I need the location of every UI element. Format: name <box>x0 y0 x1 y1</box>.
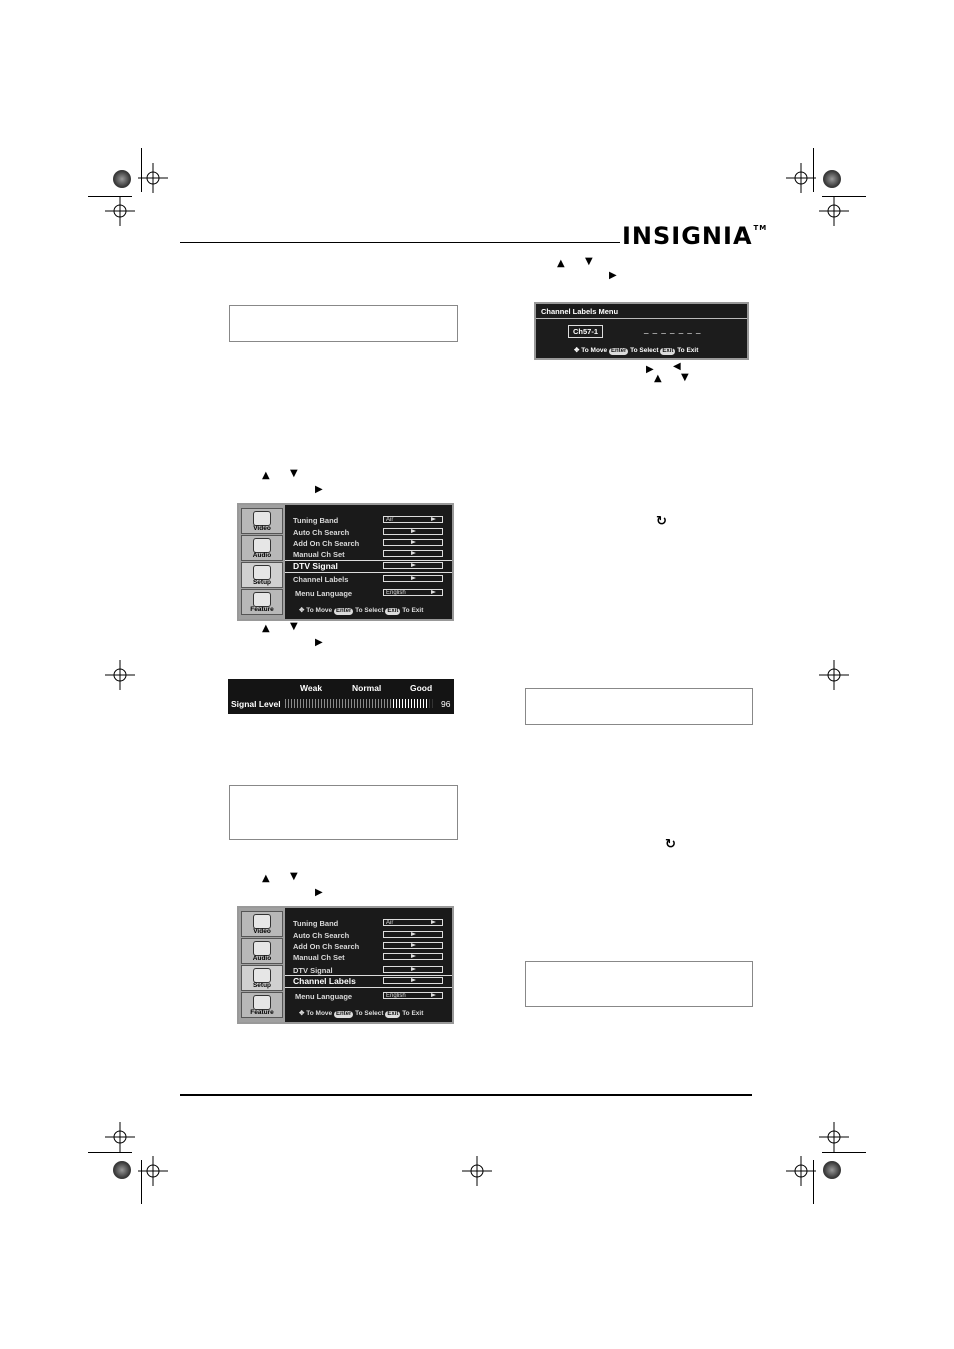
audio-icon <box>253 941 271 956</box>
right-arrow-icon: ▶ <box>609 270 617 281</box>
tab-video[interactable]: Video <box>241 911 283 937</box>
crop-line <box>822 1152 866 1153</box>
crop-line <box>141 1160 142 1204</box>
down-arrow-icon: ▼ <box>290 468 298 479</box>
crop-line <box>88 1152 132 1153</box>
menu-footer: ✥ To Move Enter To Select Exit To Exit <box>299 607 424 614</box>
color-dot-bottom-left <box>113 1161 131 1179</box>
signal-tick <box>393 699 394 708</box>
footer-rule <box>180 1094 752 1096</box>
crop-line <box>822 196 866 197</box>
signal-tick <box>381 699 382 708</box>
menu-footer: ✥ To Move Enter To Select Exit To Exit <box>574 347 699 354</box>
menu-item-add-on-ch-search[interactable]: Add On Ch Search <box>293 539 360 548</box>
signal-tick <box>288 699 289 708</box>
setup-menu-channel-labels <box>237 906 454 1024</box>
signal-tick <box>369 699 370 708</box>
registration-mark-bottom-right-2 <box>786 1156 816 1186</box>
signal-tick <box>366 699 367 708</box>
channel-labels-menu-title: Channel Labels Menu <box>541 307 619 316</box>
note-box <box>229 785 458 840</box>
registration-mark-bottom-left-1 <box>105 1122 135 1152</box>
registration-mark-bottom-center <box>462 1156 492 1186</box>
color-dot-top-left <box>113 170 131 188</box>
tab-feature[interactable]: Feature <box>241 589 283 615</box>
up-arrow-icon: ▲ <box>262 873 270 884</box>
menu-footer: ✥ To Move Enter To Select Exit To Exit <box>299 1010 424 1017</box>
signal-level-meter <box>228 679 454 714</box>
note-box <box>525 688 753 725</box>
channel-label-input[interactable]: _ _ _ _ _ _ _ <box>644 325 702 334</box>
signal-level-bar <box>285 699 435 708</box>
add-on-ch-search-field[interactable] <box>383 942 443 949</box>
manual-ch-set-field[interactable] <box>383 550 443 557</box>
signal-tick <box>306 699 307 708</box>
down-arrow-icon: ▼ <box>585 256 593 267</box>
signal-tick <box>336 699 337 708</box>
signal-tick <box>408 699 409 708</box>
registration-mark-bottom-left-2 <box>138 1156 168 1186</box>
audio-icon <box>253 538 271 553</box>
setup-icon <box>253 565 271 580</box>
signal-tick <box>414 699 415 708</box>
enter-key: Enter <box>335 1011 352 1017</box>
signal-tick <box>396 699 397 708</box>
level-normal: Normal <box>352 683 382 693</box>
channel-labels-field[interactable] <box>383 977 443 984</box>
manual-ch-set-field[interactable] <box>383 953 443 960</box>
signal-tick <box>357 699 358 708</box>
signal-tick <box>285 699 286 708</box>
right-arrow-icon: ▶ <box>315 887 323 898</box>
menu-language-value[interactable]: English <box>383 992 443 999</box>
signal-tick <box>375 699 376 708</box>
channel-number-box[interactable]: Ch57-1 <box>568 325 603 338</box>
video-icon <box>253 914 271 929</box>
signal-tick <box>399 699 400 708</box>
feature-icon <box>253 592 271 607</box>
tab-setup[interactable]: Setup <box>241 562 283 588</box>
signal-level-label: Signal Level <box>231 699 281 709</box>
registration-mark-top-right-2 <box>819 196 849 226</box>
feature-icon <box>253 995 271 1010</box>
signal-tick <box>303 699 304 708</box>
dtv-signal-field[interactable] <box>383 966 443 973</box>
menu-item-tuning-band[interactable]: Tuning Band <box>293 516 339 525</box>
tab-setup[interactable]: Setup <box>241 965 283 991</box>
crop-line <box>88 196 132 197</box>
registration-mark-top-left-1 <box>138 163 168 193</box>
signal-tick <box>333 699 334 708</box>
menu-item-manual-ch-set[interactable]: Manual Ch Set <box>293 550 345 559</box>
exit-key: Exit <box>387 608 399 614</box>
signal-tick <box>429 699 430 708</box>
right-arrow-icon: ▶ <box>315 637 323 648</box>
signal-tick <box>297 699 298 708</box>
crop-line <box>141 148 142 192</box>
down-arrow-icon: ▼ <box>290 621 298 632</box>
crop-line <box>813 1160 814 1204</box>
up-arrow-icon: ▲ <box>557 258 565 269</box>
signal-tick <box>360 699 361 708</box>
setup-icon <box>253 968 271 983</box>
right-arrow-icon: ▶ <box>646 364 654 375</box>
registration-mark-mid-left <box>105 660 135 690</box>
left-arrow-icon: ◀ <box>673 361 681 372</box>
crop-line <box>813 148 814 192</box>
move-icon: ✥ <box>574 347 580 354</box>
signal-tick <box>390 699 391 708</box>
enter-key: Enter <box>335 608 352 614</box>
signal-tick <box>294 699 295 708</box>
brand-logo: INSIGNIA™ <box>622 222 768 250</box>
menu-item-channel-labels[interactable]: Channel Labels <box>293 575 349 584</box>
move-icon: ✥ <box>299 1010 305 1017</box>
signal-tick <box>315 699 316 708</box>
auto-ch-search-field[interactable] <box>383 528 443 535</box>
menu-language-value[interactable]: English <box>383 589 443 596</box>
channel-labels-field[interactable] <box>383 575 443 582</box>
signal-tick <box>423 699 424 708</box>
up-arrow-icon: ▲ <box>262 470 270 481</box>
down-arrow-icon: ▼ <box>681 372 689 383</box>
menu-item-manual-ch-set[interactable]: Manual Ch Set <box>293 953 345 962</box>
channel-labels-menu <box>534 302 749 360</box>
up-arrow-icon: ▲ <box>262 623 270 634</box>
color-dot-bottom-right <box>823 1161 841 1179</box>
signal-tick <box>330 699 331 708</box>
enter-key: Enter <box>610 348 627 354</box>
tab-feature[interactable]: Feature <box>241 992 283 1018</box>
level-weak: Weak <box>300 683 323 693</box>
signal-tick <box>372 699 373 708</box>
auto-ch-search-field[interactable] <box>383 931 443 938</box>
up-arrow-icon: ▲ <box>654 373 662 384</box>
dtv-signal-field[interactable] <box>383 562 443 569</box>
signal-tick <box>384 699 385 708</box>
signal-tick <box>309 699 310 708</box>
add-on-ch-search-field[interactable] <box>383 539 443 546</box>
signal-tick <box>432 699 433 708</box>
video-icon <box>253 511 271 526</box>
right-arrow-icon: ▶ <box>315 484 323 495</box>
title-divider <box>536 318 747 319</box>
signal-level-value: 96 <box>441 699 451 709</box>
signal-tick <box>402 699 403 708</box>
signal-tick <box>426 699 427 708</box>
signal-tick <box>405 699 406 708</box>
signal-tick <box>318 699 319 708</box>
header-rule <box>180 242 620 243</box>
signal-tick <box>327 699 328 708</box>
signal-tick <box>324 699 325 708</box>
menu-item-dtv-signal[interactable]: DTV Signal <box>293 561 338 571</box>
signal-tick <box>378 699 379 708</box>
signal-tick <box>420 699 421 708</box>
signal-tick <box>348 699 349 708</box>
signal-tick <box>387 699 388 708</box>
menu-item-menu-language[interactable]: Menu Language <box>295 992 353 1001</box>
signal-tick <box>321 699 322 708</box>
signal-tick <box>291 699 292 708</box>
tab-audio[interactable]: Audio <box>241 938 283 964</box>
recall-icon: ↻ <box>665 837 676 852</box>
registration-mark-mid-right <box>819 660 849 690</box>
signal-tick <box>342 699 343 708</box>
menu-item-tuning-band[interactable]: Tuning Band <box>293 919 339 928</box>
signal-tick <box>411 699 412 708</box>
setup-menu-dtv-signal <box>237 503 454 621</box>
move-icon: ✥ <box>299 607 305 614</box>
signal-tick <box>300 699 301 708</box>
menu-item-add-on-ch-search[interactable]: Add On Ch Search <box>293 942 360 951</box>
tuning-band-value[interactable]: Air <box>383 516 443 523</box>
menu-item-auto-ch-search[interactable]: Auto Ch Search <box>293 931 350 940</box>
menu-item-menu-language[interactable]: Menu Language <box>295 589 353 598</box>
menu-item-auto-ch-search[interactable]: Auto Ch Search <box>293 528 350 537</box>
exit-key: Exit <box>387 1011 399 1017</box>
signal-tick <box>339 699 340 708</box>
recall-icon: ↻ <box>656 514 667 529</box>
signal-tick <box>312 699 313 708</box>
menu-item-channel-labels[interactable]: Channel Labels <box>293 976 356 986</box>
note-box <box>229 305 458 342</box>
exit-key: Exit <box>662 348 674 354</box>
registration-mark-top-right-1 <box>786 163 816 193</box>
registration-mark-bottom-right-1 <box>819 1122 849 1152</box>
signal-tick <box>354 699 355 708</box>
color-dot-top-right <box>823 170 841 188</box>
signal-tick <box>417 699 418 708</box>
down-arrow-icon: ▼ <box>290 871 298 882</box>
tuning-band-value[interactable]: Air <box>383 919 443 926</box>
registration-mark-top-left-2 <box>105 196 135 226</box>
tab-video[interactable]: Video <box>241 508 283 534</box>
level-good: Good <box>410 683 433 693</box>
signal-tick <box>345 699 346 708</box>
signal-tick <box>363 699 364 708</box>
signal-tick <box>351 699 352 708</box>
menu-item-dtv-signal[interactable]: DTV Signal <box>293 966 333 975</box>
note-box <box>525 961 753 1007</box>
tab-audio[interactable]: Audio <box>241 535 283 561</box>
